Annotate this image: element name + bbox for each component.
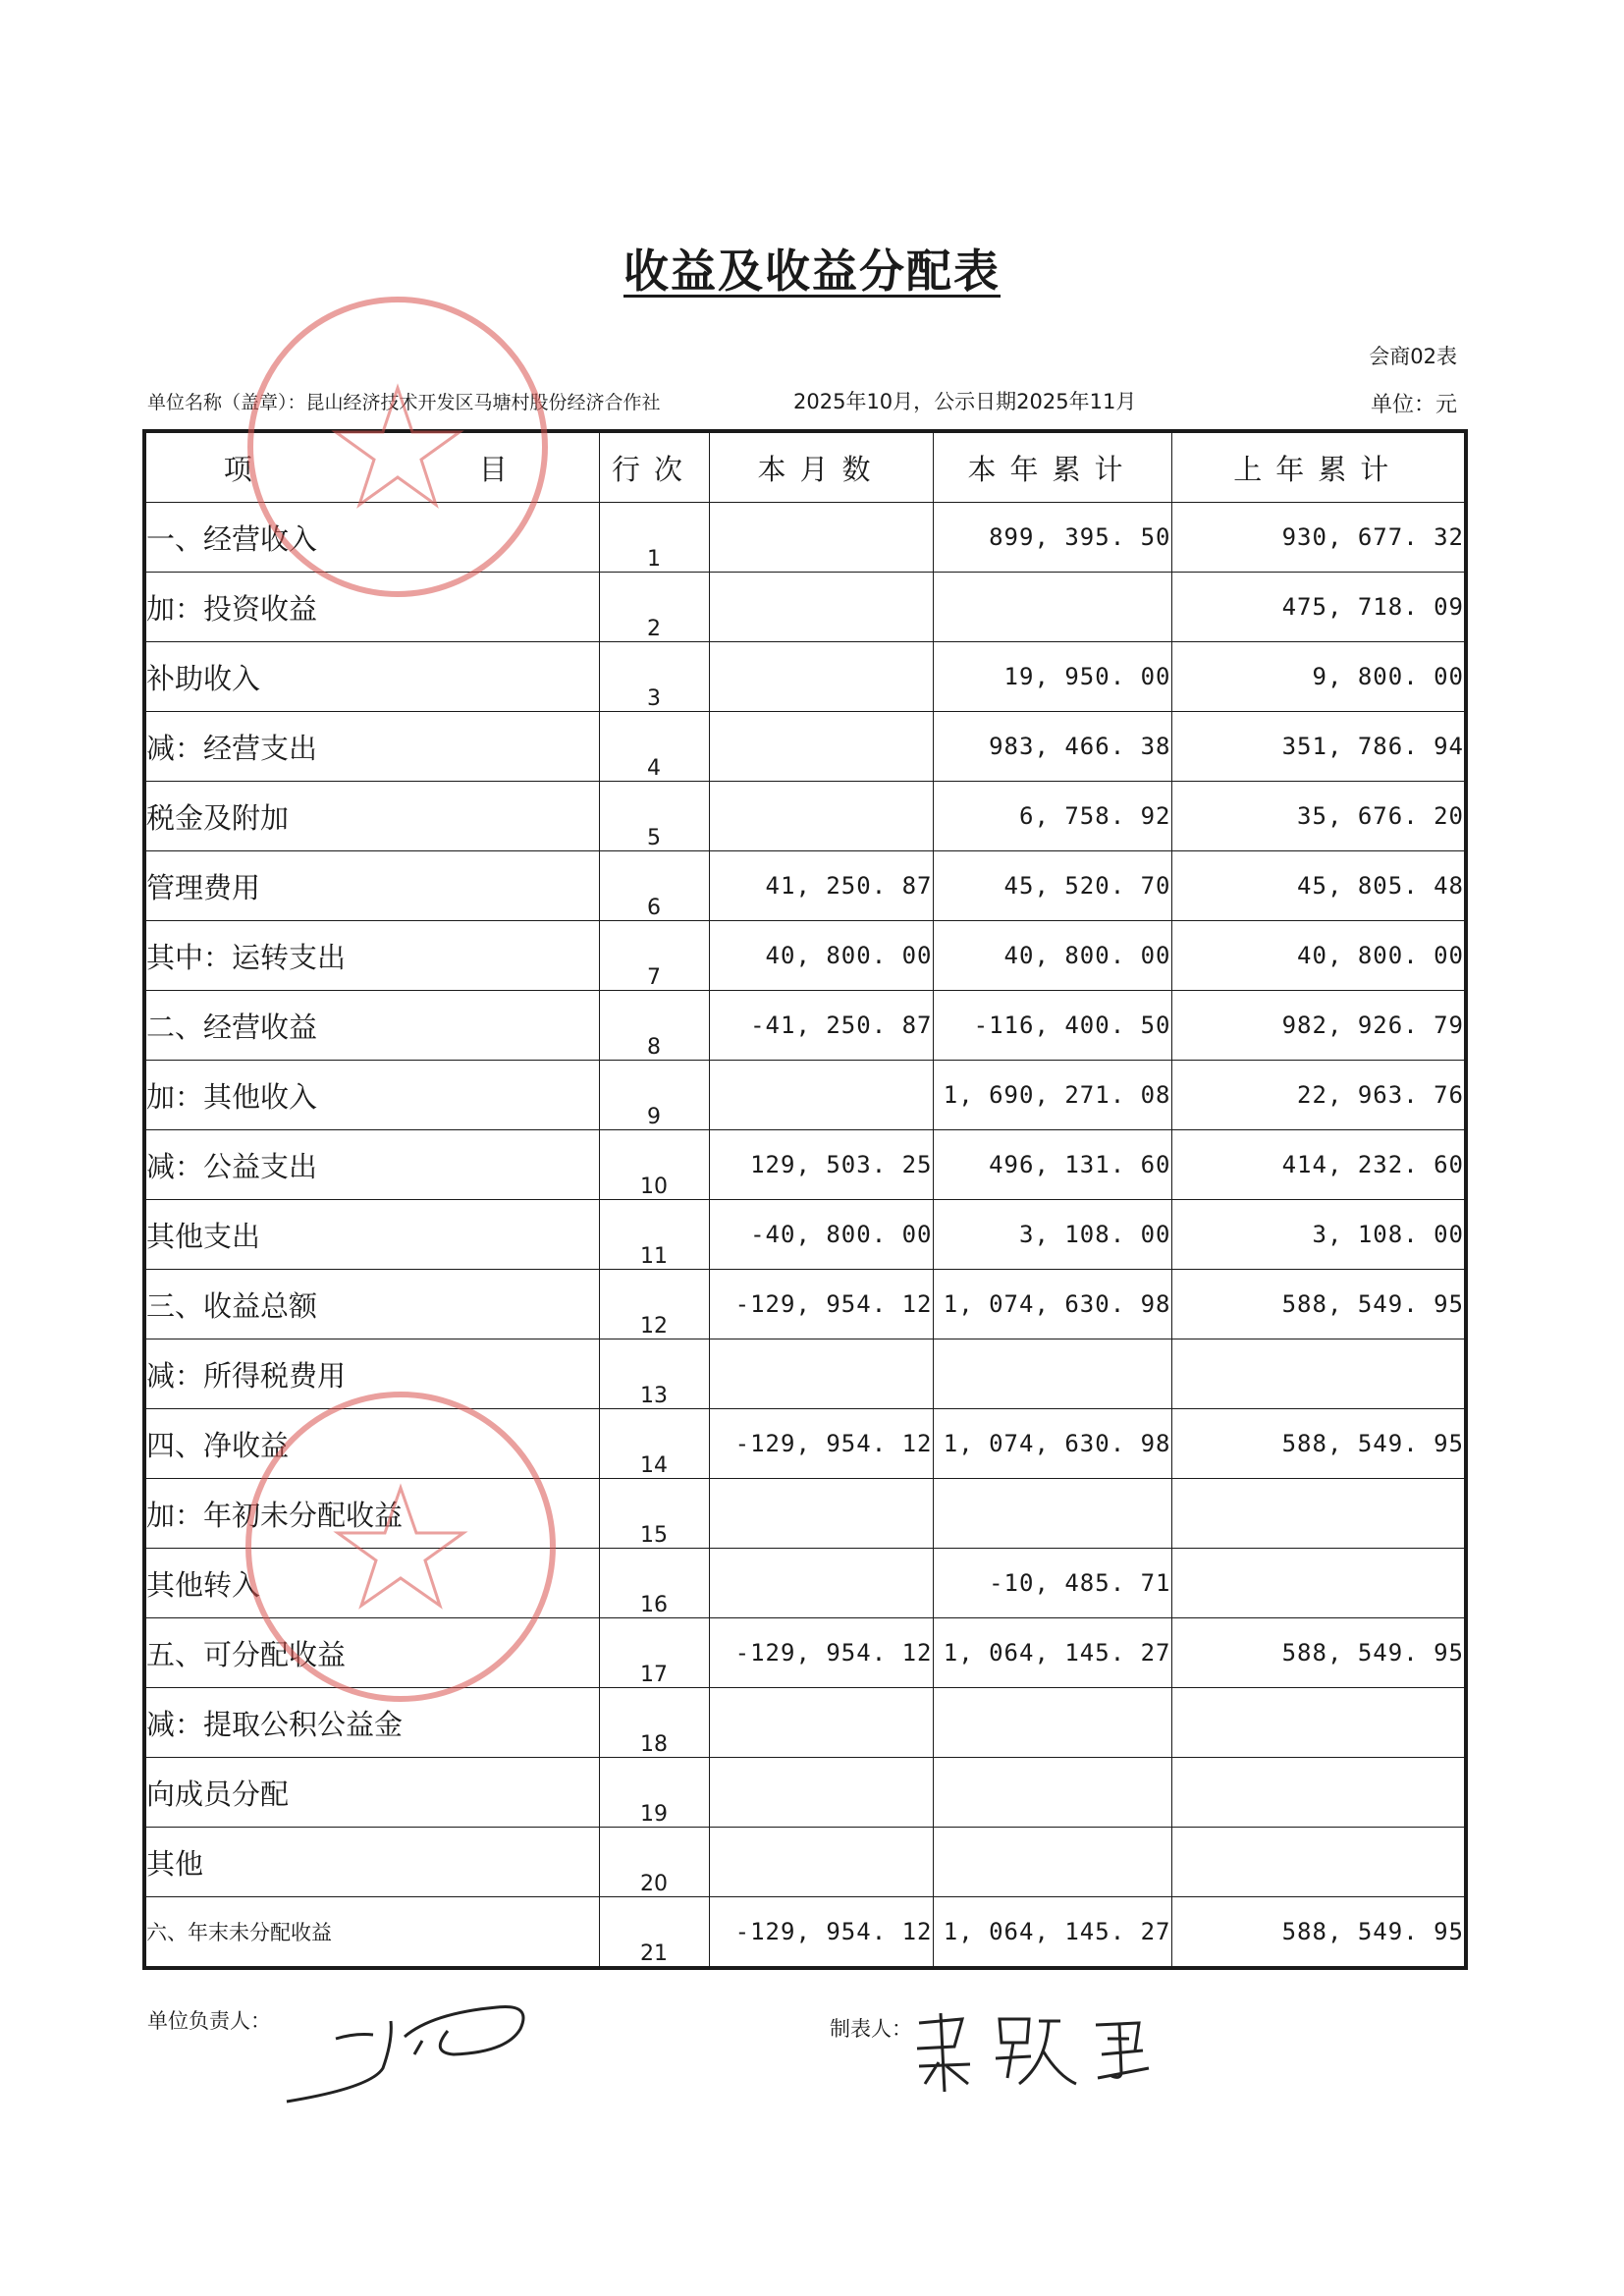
row-item-label: 六、年末未分配收益 [144,1897,599,1969]
row-month-value: -129, 954. 12 [709,1409,933,1479]
table-row [144,1409,1466,1479]
row-item-label: 税金及附加 [144,782,599,851]
row-month-value: -41, 250. 87 [709,991,933,1061]
row-line-number: 5 [599,782,709,851]
row-month-value [709,503,933,573]
row-month-value [709,573,933,642]
row-prev-year-value: 3, 108. 00 [1171,1200,1466,1270]
row-item-label: 减：提取公积公益金 [144,1688,599,1758]
row-prev-year-value: 9, 800. 00 [1171,642,1466,712]
row-ytd-value: -116, 400. 50 [933,991,1171,1061]
row-month-value: 129, 503. 25 [709,1130,933,1200]
header-ytd: 本年累计 [933,431,1171,503]
table-row [144,712,1466,782]
row-ytd-value: 45, 520. 70 [933,851,1171,921]
row-prev-year-value [1171,1339,1466,1409]
row-item-label: 其他 [144,1828,599,1897]
maker-signature [911,1994,1166,2102]
row-ytd-value: 19, 950. 00 [933,642,1171,712]
row-item-label: 一、经营收入 [144,503,599,573]
row-prev-year-value: 22, 963. 76 [1171,1061,1466,1130]
table-row [144,782,1466,851]
table-row [144,1061,1466,1130]
table-row [144,642,1466,712]
row-month-value [709,782,933,851]
table-row [144,503,1466,573]
table-header-row [144,431,1466,503]
row-ytd-value [933,1339,1171,1409]
row-line-number: 12 [599,1270,709,1339]
income-distribution-table [142,429,1468,1970]
row-ytd-value: -10, 485. 71 [933,1549,1171,1618]
row-prev-year-value: 35, 676. 20 [1171,782,1466,851]
table-row [144,1270,1466,1339]
row-line-number: 14 [599,1409,709,1479]
row-month-value [709,1549,933,1618]
row-month-value: -129, 954. 12 [709,1270,933,1339]
row-ytd-value: 1, 074, 630. 98 [933,1270,1171,1339]
row-item-label: 向成员分配 [144,1758,599,1828]
row-line-number: 20 [599,1828,709,1897]
row-line-number: 15 [599,1479,709,1549]
row-prev-year-value: 475, 718. 09 [1171,573,1466,642]
row-month-value: -40, 800. 00 [709,1200,933,1270]
row-month-value [709,1688,933,1758]
header-line: 行次 [599,431,709,503]
row-item-label: 减：经营支出 [144,712,599,782]
header-item: 项 目 [144,431,599,503]
row-line-number: 9 [599,1061,709,1130]
row-ytd-value: 6, 758. 92 [933,782,1171,851]
row-ytd-value: 983, 466. 38 [933,712,1171,782]
row-item-label: 加：其他收入 [144,1061,599,1130]
currency-unit: 单位：元 [1370,393,1457,417]
row-line-number: 17 [599,1618,709,1688]
row-item-label: 其他支出 [144,1200,599,1270]
row-line-number: 6 [599,851,709,921]
header-prev-year: 上年累计 [1171,431,1466,503]
head-signature [275,1982,569,2109]
row-line-number: 3 [599,642,709,712]
row-ytd-value: 1, 064, 145. 27 [933,1897,1171,1969]
table-row [144,991,1466,1061]
row-item-label: 五、可分配收益 [144,1618,599,1688]
row-prev-year-value [1171,1828,1466,1897]
row-prev-year-value: 930, 677. 32 [1171,503,1466,573]
row-item-label: 减：所得税费用 [144,1339,599,1409]
row-prev-year-value: 351, 786. 94 [1171,712,1466,782]
row-ytd-value: 1, 064, 145. 27 [933,1618,1171,1688]
row-line-number: 8 [599,991,709,1061]
row-prev-year-value [1171,1758,1466,1828]
table-row [144,1200,1466,1270]
row-line-number: 13 [599,1339,709,1409]
row-month-value: -129, 954. 12 [709,1618,933,1688]
row-line-number: 18 [599,1688,709,1758]
row-prev-year-value: 588, 549. 95 [1171,1409,1466,1479]
row-line-number: 4 [599,712,709,782]
form-code: 会商02表 [1369,345,1457,368]
table-row [144,1688,1466,1758]
row-prev-year-value: 45, 805. 48 [1171,851,1466,921]
row-month-value [709,1339,933,1409]
header-month: 本月数 [709,431,933,503]
head-signature-label: 单位负责人： [147,2009,271,2033]
table-row [144,851,1466,921]
row-ytd-value: 1, 074, 630. 98 [933,1409,1171,1479]
row-item-label: 四、净收益 [144,1409,599,1479]
row-ytd-value [933,573,1171,642]
row-ytd-value [933,1828,1171,1897]
row-month-value [709,712,933,782]
table-row [144,1549,1466,1618]
table-row [144,1479,1466,1549]
row-ytd-value [933,1479,1171,1549]
row-line-number: 11 [599,1200,709,1270]
row-month-value [709,642,933,712]
row-item-label: 其中：运转支出 [144,921,599,991]
table-row [144,573,1466,642]
row-prev-year-value [1171,1549,1466,1618]
table-row [144,1618,1466,1688]
row-month-value [709,1061,933,1130]
row-ytd-value [933,1688,1171,1758]
report-title: 收益及收益分配表 [623,245,1001,298]
row-ytd-value: 496, 131. 60 [933,1130,1171,1200]
row-month-value: -129, 954. 12 [709,1897,933,1969]
row-line-number: 19 [599,1758,709,1828]
table-row [144,1130,1466,1200]
row-item-label: 加：年初未分配收益 [144,1479,599,1549]
row-month-value [709,1758,933,1828]
row-month-value [709,1828,933,1897]
row-prev-year-value: 588, 549. 95 [1171,1270,1466,1339]
row-prev-year-value [1171,1479,1466,1549]
row-item-label: 管理费用 [144,851,599,921]
row-item-label: 补助收入 [144,642,599,712]
unit-name: 单位名称（盖章）：昆山经济技术开发区马塘村股份经济合作社 [147,392,661,413]
maker-signature-label: 制表人： [830,2017,912,2041]
row-line-number: 1 [599,503,709,573]
row-item-label: 加：投资收益 [144,573,599,642]
row-prev-year-value: 40, 800. 00 [1171,921,1466,991]
row-item-label: 二、经营收益 [144,991,599,1061]
table-row [144,1828,1466,1897]
row-line-number: 16 [599,1549,709,1618]
row-ytd-value: 40, 800. 00 [933,921,1171,991]
row-month-value [709,1479,933,1549]
row-line-number: 10 [599,1130,709,1200]
row-prev-year-value: 588, 549. 95 [1171,1618,1466,1688]
row-ytd-value: 3, 108. 00 [933,1200,1171,1270]
row-ytd-value: 1, 690, 271. 08 [933,1061,1171,1130]
table-row [144,1897,1466,1969]
table-row [144,1339,1466,1409]
table-body [144,503,1466,1969]
row-month-value: 41, 250. 87 [709,851,933,921]
row-line-number: 2 [599,573,709,642]
row-prev-year-value: 414, 232. 60 [1171,1130,1466,1200]
row-prev-year-value [1171,1688,1466,1758]
row-ytd-value: 899, 395. 50 [933,503,1171,573]
table-row [144,921,1466,991]
row-month-value: 40, 800. 00 [709,921,933,991]
row-ytd-value [933,1758,1171,1828]
row-item-label: 三、收益总额 [144,1270,599,1339]
row-item-label: 其他转入 [144,1549,599,1618]
row-line-number: 21 [599,1897,709,1969]
row-prev-year-value: 982, 926. 79 [1171,991,1466,1061]
row-prev-year-value: 588, 549. 95 [1171,1897,1466,1969]
row-item-label: 减：公益支出 [144,1130,599,1200]
table-row [144,1758,1466,1828]
report-period: 2025年10月，公示日期2025年11月 [793,390,1137,413]
row-line-number: 7 [599,921,709,991]
